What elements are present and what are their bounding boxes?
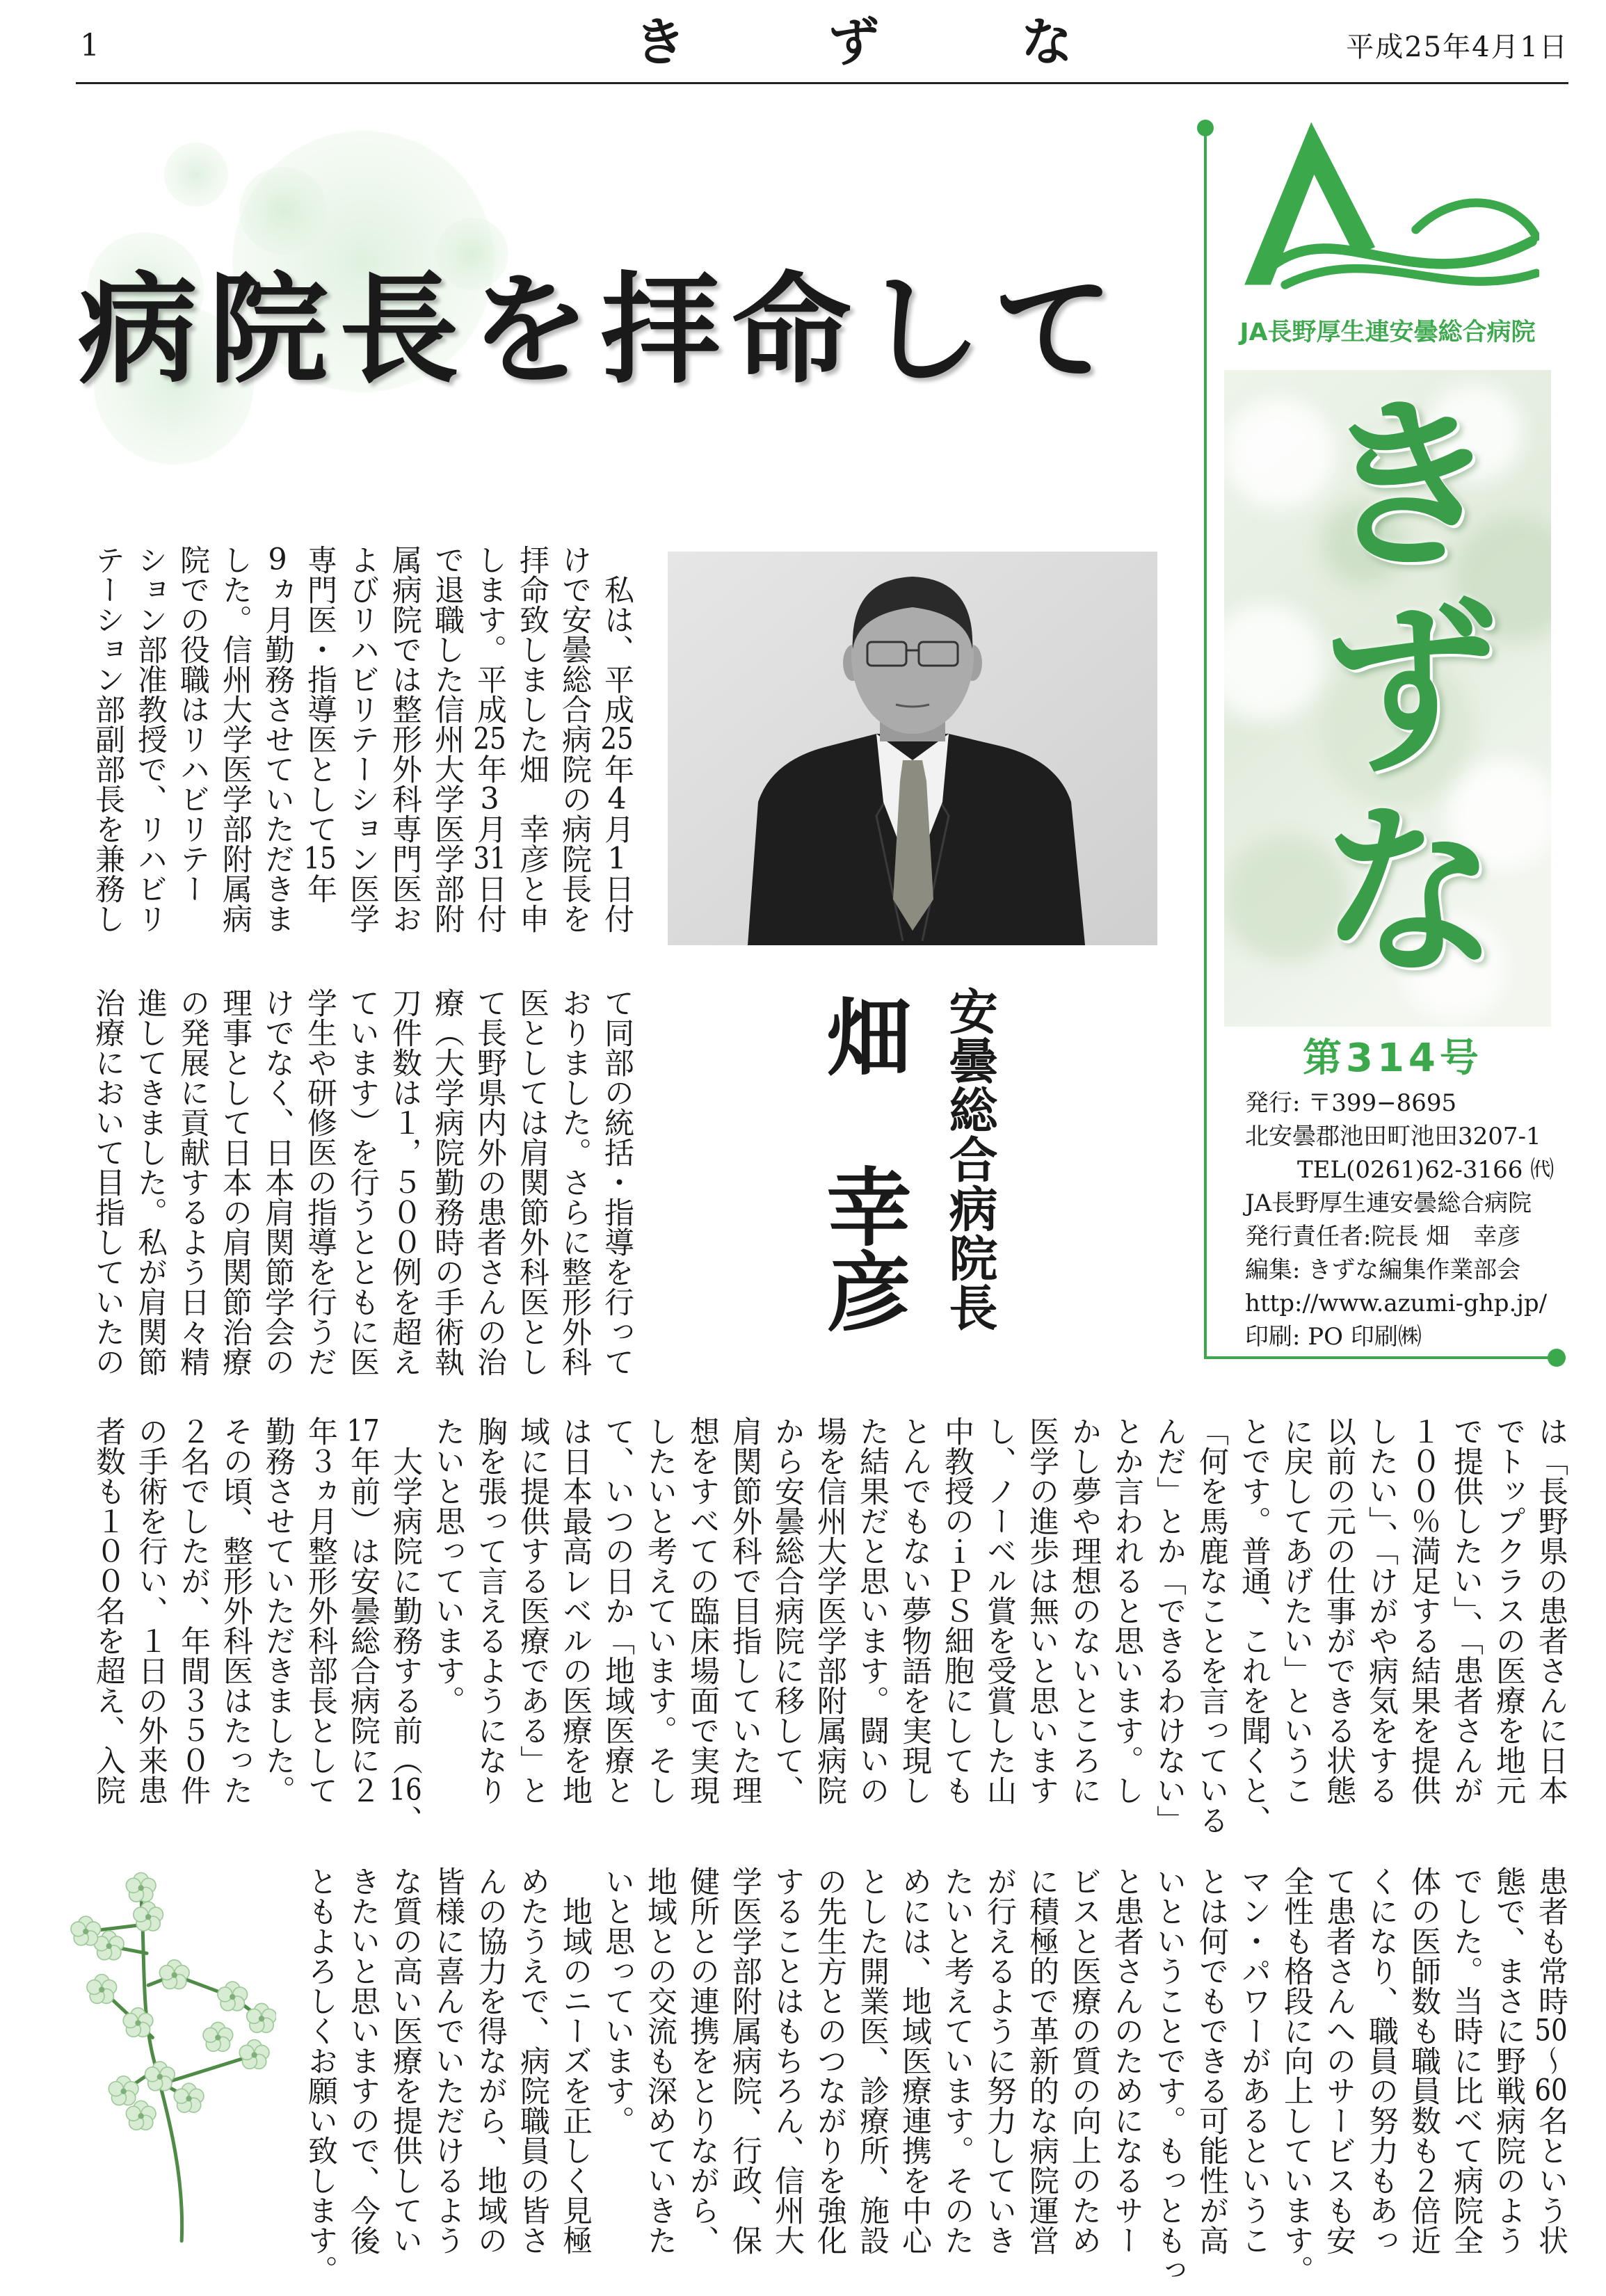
digit-run: 16: [389, 1775, 422, 1805]
colophon-telephone: TEL(0261)62-3166 ㈹: [1297, 1156, 1555, 1184]
decor-circle: [164, 143, 228, 207]
blossom: [218, 1982, 248, 2011]
body-text-block-4: 患者も常時50～60名という状 態で、まさに野戦病院のよう でした。当時に比べて病院全 体の医師数も職員数も２倍近 くになり、職員の努力もあっ て患者さんへのサービスも安 全性も格段に向上しています。 マン・パワーがあるというこ とは何でもできる可能性が高 いということです。もっともっ と患者さんのためになるサー ビスと医療の質の向上のため に積極的で革新的な病院運営 が行えるように努力していき たいと考えています。そのた めには、地域医療連携を中心 とした開業医、診療所、施設 の先生方とのつながりを強化 することはもちろん、信州大 学医学部附属病院、行政、保 健所との連携をとりながら、 地域との交流も深めていきた いと思っています。 地域のニーズを正しく見極 めたうえで、病院職員の皆さ んの協力を得ながら、地域の 皆様に喜んでいただけるよう な質の高い医療を提供してい きたいと思いますので、今後 ともよろしくお願い致します。: [303, 1866, 1568, 2285]
masthead-border-dot: [1197, 120, 1214, 136]
masthead-border-horizontal: [1204, 1356, 1557, 1359]
blossom: [159, 1960, 189, 1989]
header-rule: [76, 82, 1568, 84]
blossom: [145, 2062, 175, 2091]
digit-run: 9: [268, 545, 287, 575]
organization-name: JA長野厚生連安曇総合病院: [1239, 319, 1536, 346]
masthead-border-dot: [1548, 1349, 1566, 1367]
body-text-block-3: は「長野県の患者さんに日本 でトップクラスの医療を地元 で提供したい」、「患者さんが １００％満足する結果を提供 したい」、「けがや病気をする 以前の元の仕事ができる状態 に戻してあげたい」というこ とです。普通、これを聞くと、 「何を馬鹿なことを言っている んだ」とか「できるわけない」 とか言われると思います。し かし夢や理想のないところに 医学の進歩は無いと思います し、ノーベル賞を受賞した山 中教授のｉＰＳ細胞にしても とんでもない夢物語を実現し た結果だと思います。闘いの 場を信州大学医学部附属病院 から安曇総合病院に移して、 肩関節外科で目指していた理 想をすべての臨床場面で実現 したいと考えています。そし て、いつの日か「地域医療と は日本最高レベルの医療を地 域に提供する医療である」と 胸を張って言えるようになり たいと思っています。 大学病院に勤務する前（16、 17年前）は安曇総合病院に２ 年３ヵ月整形外科部長として 勤務させていただきました。 その頃、整形外科医はたった ２名でしたが、年間３５０件 の手術を行い、１日の外来患 者数も１００名を超え、入院: [91, 1416, 1568, 1835]
blossom-branch-illustration: [65, 1866, 276, 2244]
blossom: [247, 2003, 276, 2032]
colophon-editor: 編集: きずな編集作業部会: [1245, 1256, 1521, 1284]
colophon-organization: JA長野厚生連安曇総合病院: [1245, 1189, 1532, 1217]
digit-run: 25: [473, 724, 506, 754]
colophon-printer: 印刷: PO 印刷㈱: [1245, 1323, 1422, 1351]
blossom: [174, 2083, 204, 2112]
twig: [161, 2055, 255, 2085]
portrait-photo: [668, 552, 1157, 945]
logo-a-shape: [1244, 122, 1375, 285]
issue-date: 平成25年4月1日: [1346, 31, 1568, 63]
digit-run: 17: [346, 1416, 380, 1446]
blossom: [134, 1902, 163, 1931]
running-title: きずな: [634, 13, 1214, 72]
masthead-title: きずな: [1285, 386, 1504, 995]
blossom: [203, 2023, 233, 2052]
colophon-publisher-postcode: 発行: 〒399−8695: [1245, 1089, 1457, 1117]
blossom: [87, 1975, 117, 2004]
blossom: [94, 1931, 124, 1960]
digit-run: 60: [1534, 2076, 1568, 2105]
hospital-logo: [1242, 113, 1539, 291]
digit-run: 25: [600, 724, 634, 754]
digit-run: 31: [473, 844, 506, 874]
logo-wave: [1274, 241, 1532, 264]
blossom: [239, 2040, 269, 2069]
logo-wave: [1285, 268, 1536, 284]
body-text-block-2: て同部の統括・指導を行って おりました。さらに整形外科 医としては肩関節外科医とし て長野県内外の患者さんの治 療（大学病院勤務時の手術執 刀件数は１，５００例を超え ています）を行うとともに医 学生や研修医の指導を行うだ けでなく、日本肩関節学会の 理事として日本の肩関節治療 の発展に貢献するよう日々精 進してきました。私が肩関節 治療において目指していたの: [90, 988, 634, 1376]
blossom: [126, 1872, 156, 1902]
digit-run: 15: [303, 844, 337, 874]
blossom: [71, 1916, 101, 1945]
page-number: 1: [80, 28, 99, 63]
body-text-block-1: 私は、平成25年4月1日付 けで安曇総合病院の病院長を 拝命致しました畑 幸彦と申 します。平成25年3月31日付 で退職した信州大学医学部附 属病院では整形外科専門医お よびリハビリテーション医学 専門医・指導医として15年 9ヵ月勤務させていただきま した。信州大学医学部附属病 院での役職はリハビリテー ション部准教授で、リハビリ テーション部副部長を兼務し: [90, 545, 634, 933]
digit-run: 50: [1534, 2016, 1568, 2046]
article-title: 病院長を拝命して: [78, 259, 1124, 400]
digit-run: 4: [607, 784, 627, 814]
issue-number: 第314号: [1303, 1036, 1483, 1081]
digit-run: 3: [480, 784, 499, 814]
logo-wave: [1416, 203, 1536, 237]
author-name: 畑 幸彦: [812, 993, 913, 1333]
colophon-website: http://www.azumi-ghp.jp/: [1245, 1290, 1548, 1317]
author-position: 安曇総合病院長: [941, 986, 999, 1332]
blossom: [109, 2076, 138, 2105]
colophon-responsible-person: 発行責任者:院長 畑 幸彦: [1245, 1223, 1521, 1251]
colophon-address: 北安曇郡池田町池田3207-1: [1245, 1123, 1541, 1150]
decor-circle: [239, 167, 327, 255]
digit-run: 1: [607, 844, 627, 874]
masthead-border-vertical: [1204, 128, 1207, 1359]
